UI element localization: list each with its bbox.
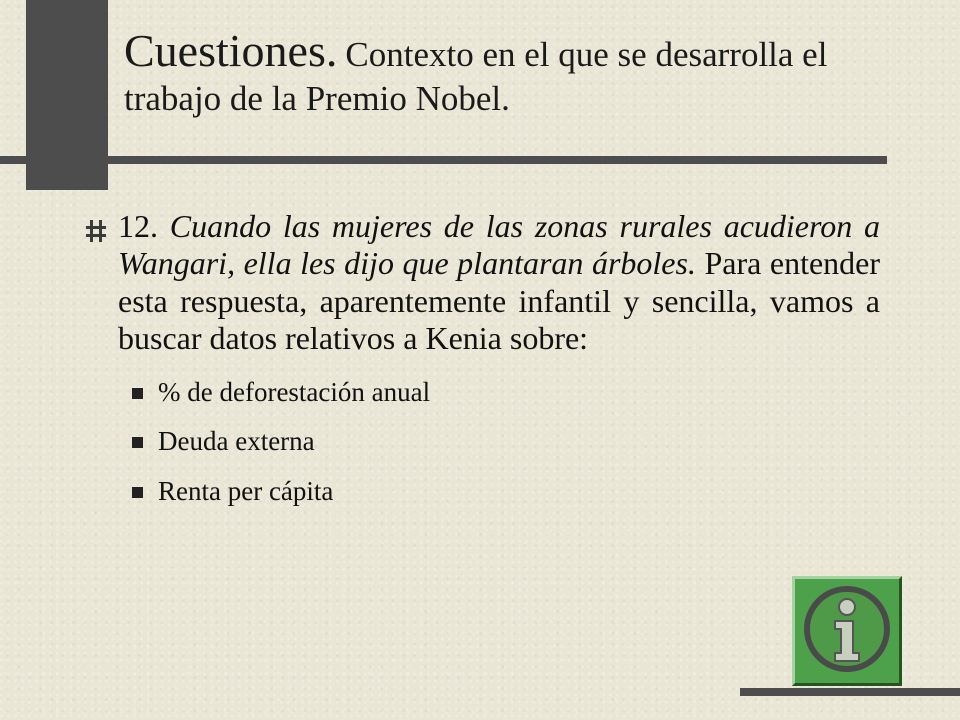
- slide-title-subtitle: Contexto en el que se desarrolla el trabajo de la Premio Nobel.: [124, 35, 828, 119]
- question-item: [84, 208, 880, 358]
- square-bullet-icon: [132, 487, 143, 498]
- info-button[interactable]: [792, 576, 902, 686]
- info-icon: [795, 579, 899, 683]
- list-item-label: Renta per cápita: [158, 475, 334, 506]
- slide-title: [124, 24, 924, 120]
- list-item: [132, 475, 880, 507]
- square-bullet-icon: [132, 388, 143, 399]
- list-item-label: % de deforestación anual: [158, 376, 431, 407]
- data-topics-list: [84, 376, 880, 507]
- question-body: Para entender esta respuesta, aparentemente infantil y sencilla, vamos a buscar datos relativos a Kenia sobre:: [118, 245, 881, 357]
- list-item: [132, 425, 880, 457]
- corner-accent-bar: [740, 688, 960, 696]
- question-number: 12.: [118, 208, 158, 244]
- list-item-label: Deuda externa: [158, 426, 315, 457]
- hash-bullet-icon: [86, 220, 106, 242]
- title-underline: [0, 156, 887, 164]
- question-lead: Cuando las mujeres de las zonas rurales acudieron a Wangari, ella les dijo que plantaran árboles.: [118, 208, 881, 282]
- list-item: [132, 376, 880, 408]
- square-bullet-icon: [132, 437, 143, 448]
- slide-body: [84, 208, 880, 524]
- slide-title-main: Cuestiones.: [124, 25, 338, 76]
